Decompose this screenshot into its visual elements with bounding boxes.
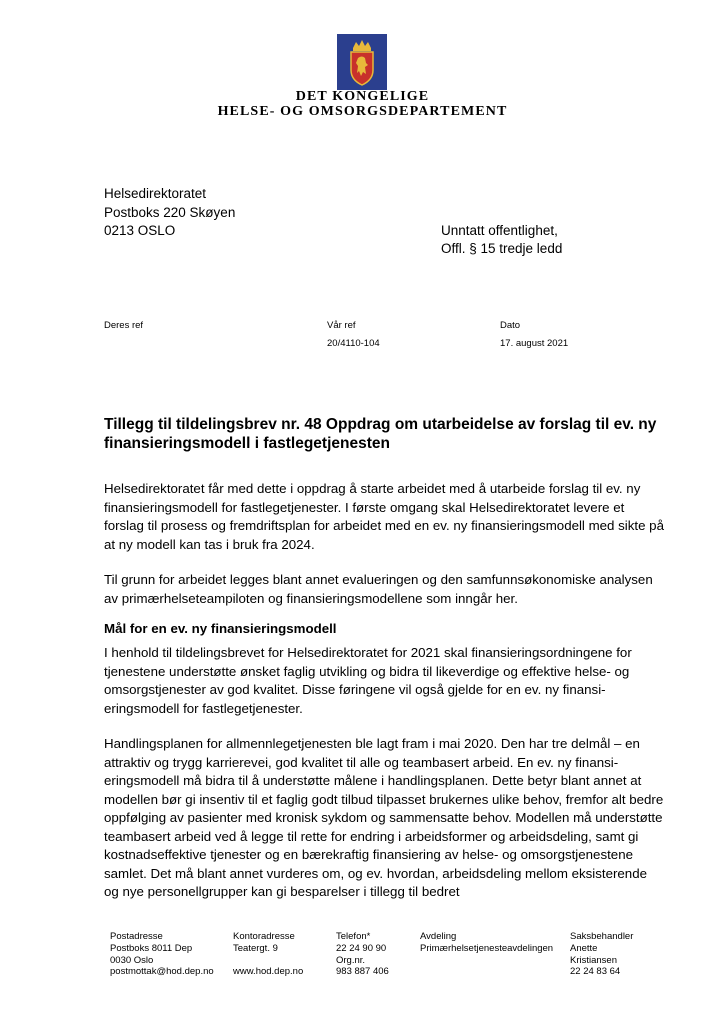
- footer-orgnr-value: 983 887 406: [336, 966, 389, 978]
- footer-office-blank: [233, 955, 303, 967]
- deres-ref-label: Deres ref: [104, 320, 144, 331]
- var-ref-label: Vår ref: [327, 320, 356, 331]
- recipient-name: Helsedirektoratet: [104, 186, 207, 201]
- footer-postal-city: 0030 Oslo: [110, 954, 154, 966]
- classification-line1: Unntatt offentlighet,: [441, 223, 558, 238]
- footer-orgnr-label: Org.nr.: [336, 954, 366, 966]
- footer-case-officer-lastname: Kristiansen: [570, 954, 617, 966]
- department-name-line1: DET KONGELIGE: [295, 89, 430, 104]
- footer-case-officer-label: Saksbehandler: [570, 931, 634, 942]
- recipient-city: 0213 OSLO: [104, 223, 176, 238]
- recipient-postbox: Postboks 220 Skøyen: [104, 205, 236, 220]
- footer-postal-box: Postboks 8011 Dep: [110, 942, 193, 954]
- letter-title: Tillegg til tildelingsbrev nr. 48 Oppdrag om utarbeidelse av forslag til ev. ny finansieringsmodell i fastlegetjenesten: [104, 416, 657, 452]
- coat-of-arms-logo: [337, 34, 387, 90]
- section-subheading: Mål for en ev. ny finansieringsmodell: [104, 621, 337, 636]
- dato-value: 17. august 2021: [500, 338, 569, 349]
- footer-website: www.hod.dep.no: [233, 966, 304, 978]
- footer-case-officer-firstname: Anette: [570, 942, 598, 954]
- department-name-line2: HELSE- OG OMSORGSDEPARTEMENT: [217, 104, 508, 119]
- footer-case-officer: [570, 931, 633, 978]
- paragraph-3: I henhold til tildelingsbrevet for Helsedirektoratet for 2021 skal finansieringsordningene for tjenestene understøtte ønsket faglig utvikling og bidra til likeverdige og effektive helse- og omsorgstjenester av god kvalitet. Disse føringene vil også gjelde for en ev. ny finansi-eringsmodell for fastlegetjenester.: [104, 645, 632, 716]
- footer-phone: [336, 931, 389, 978]
- footer-office-address: [233, 931, 303, 978]
- footer-department-label: Avdeling: [420, 931, 457, 942]
- paragraph-4: Handlingsplanen for allmennlegetjenesten ble lagt fram i mai 2020. Den har tre delmål – en attraktiv og trygg karrierevei, god kvalitet til alle og teambasert arbeid. En ev. ny finansi-eringsmodell må bidra til å understøtte målene i handlingsplanen. Dette betyr blant annet at modellen bør gi insentiv til et faglig godt tilbud tilpasset brukernes ulike behov, fremfor alt bedre oppfølging av pasienter med kronisk sykdom og sammensatte behov. Modellen må understøtte teambasert arbeid ved å legge til rette for endring i arbeidsformer og arbeidsdeling, samt gi kostnadseffektive tjenester og en bærekraftig finansiering av helse- og omsorgstjenestene samlet. Det må blant annet vurderes om, og ev. hvordan, arbeidsdeling mellom eksisterende og nye personellgrupper kan gi besparelser i tillegg til bedret: [104, 736, 664, 899]
- footer-department-name: Primærhelsetjenesteavdelingen: [420, 942, 554, 954]
- dato-label: Dato: [500, 320, 521, 331]
- footer-department: [420, 931, 553, 955]
- footer-phone-number: 22 24 90 90: [336, 942, 387, 954]
- footer-case-officer-phone: 22 24 83 64: [570, 966, 621, 978]
- footer-postal-label: Postadresse: [110, 931, 163, 942]
- footer-office-street: Teatergt. 9: [233, 942, 278, 954]
- footer-postal-address: [110, 931, 214, 978]
- footer-phone-label: Telefon*: [336, 931, 371, 942]
- paragraph-1: Helsedirektoratet får med dette i oppdrag å starte arbeidet med å utarbeide forslag til ev. ny finansieringsmodell for fastlegetjenester. I første omgang skal Helsedirektoratet levere et forslag til prosess og fremdriftsplan for arbeidet med en ev. ny finansieringsmodell med sikte på at ny modell kan tas i bruk fra 2024.: [104, 481, 664, 552]
- footer-email: postmottak@hod.dep.no: [110, 966, 214, 978]
- paragraph-2: Til grunn for arbeidet legges blant annet evalueringen og den samfunnsøkonomiske analysen av primærhelseteampiloten og finansieringsmodellene som inngår her.: [104, 572, 653, 606]
- classification-line2: Offl. § 15 tredje ledd: [441, 241, 563, 256]
- var-ref-value: 20/4110-104: [327, 338, 380, 349]
- footer-office-label: Kontoradresse: [233, 931, 295, 942]
